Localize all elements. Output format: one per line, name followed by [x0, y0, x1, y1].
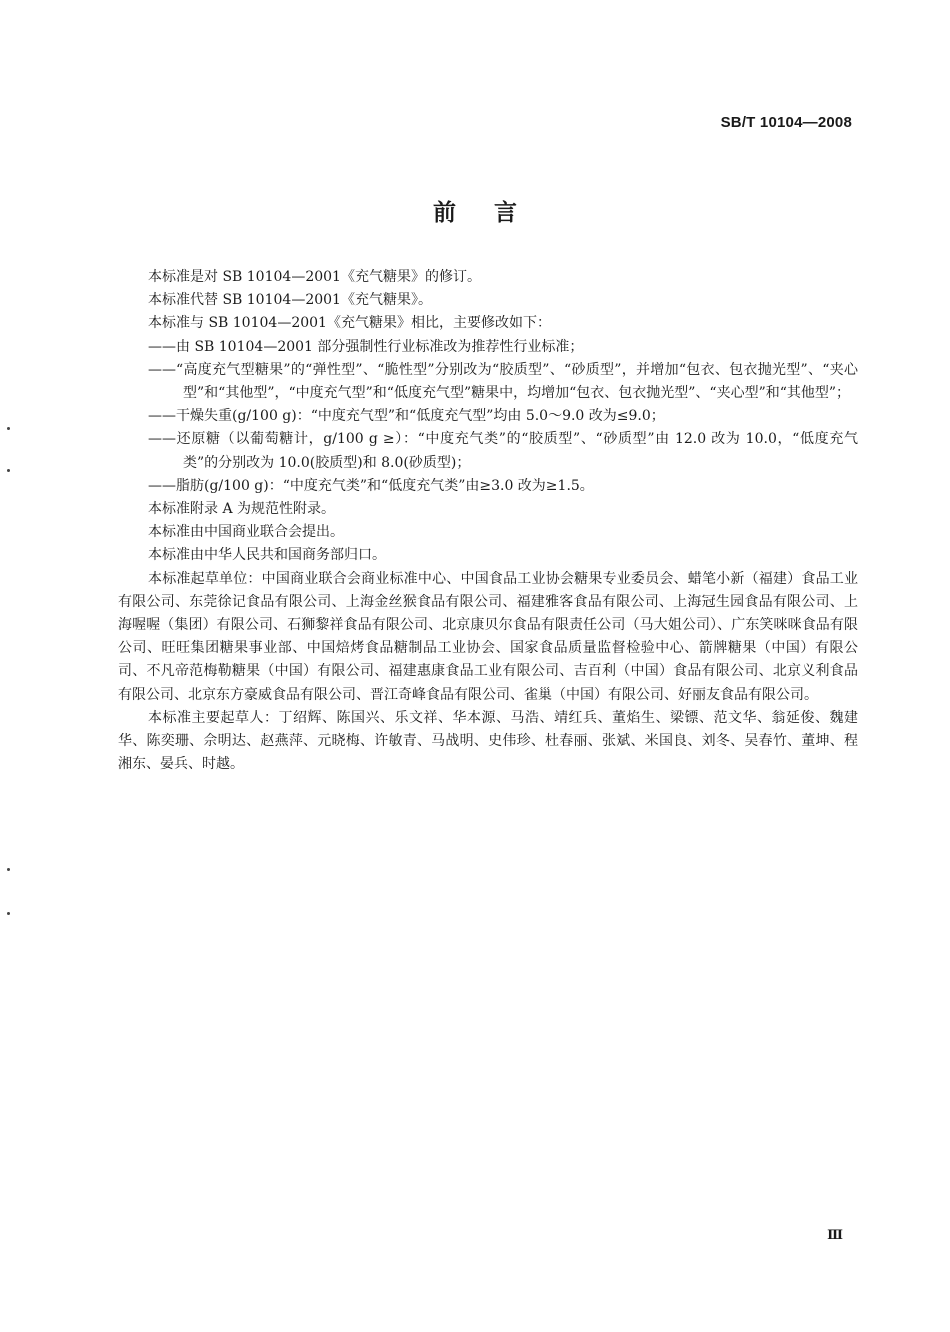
- scan-speck: [7, 469, 10, 472]
- change-item: ——脂肪(g/100 g)：“中度充气类”和“低度充气类”由≥3.0 改为≥1.5。: [148, 477, 594, 494]
- paragraph-drafting-units: 本标准起草单位：中国商业联合会商业标准中心、中国食品工业协会糖果专业委员会、蜡笔小新（福建）食品工业有限公司、东莞徐记食品有限公司、上海金丝猴食品有限公司、福建雅客食品有限公司、上海冠生园食品有限公司、上海喔喔（集团）有限公司、石狮黎祥食品有限公司、北京康贝尔食品有限责任公司（马大姐公司）、广东笑咪咪食品有限公司、旺旺集团糖果事业部、中国焙烤食品糖制品工业协会、国家食品质量监督检验中心、箭牌糖果（中国）有限公司、不凡帝范梅勒糖果（中国）有限公司、福建惠康食品工业有限公司、吉百利（中国）食品有限公司、北京义利食品有限公司、北京东方豪威食品有限公司、晋江奇峰食品有限公司、雀巢（中国）有限公司、好丽友食品有限公司。: [118, 570, 858, 703]
- paragraph-administered-by: 本标准由中华人民共和国商务部归口。: [148, 547, 386, 564]
- paragraph-proposed-by: 本标准由中国商业联合会提出。: [148, 524, 344, 541]
- paragraph-changes-intro: 本标准与 SB 10104—2001《充气糖果》相比，主要修改如下：: [148, 315, 551, 332]
- change-item: ——“高度充气型糖果”的“弹性型”、“脆性型”分别改为“胶质型”、“砂质型”，并增加“包衣、包衣抛光型”、“夹心型”和“其他型”，“中度充气型”和“低度充气型”糖果中，均增加“包衣、包衣抛光型”、“夹心型”和“其他型”；: [148, 361, 858, 402]
- change-item: ——还原糖（以葡萄糖计，g/100 g ≥）：“中度充气类”的“胶质型”、“砂质型”由 12.0 改为 10.0，“低度充气类”的分别改为 10.0(胶质型)和 8.0(砂质型)；: [148, 431, 858, 471]
- page-number: Ⅲ: [827, 1228, 843, 1243]
- paragraph-revision: 本标准是对 SB 10104—2001《充气糖果》的修订。: [148, 269, 481, 285]
- paragraph-replaces: 本标准代替 SB 10104—2001《充气糖果》。: [148, 292, 432, 309]
- foreword-body: [118, 266, 858, 776]
- scan-speck: [7, 912, 10, 915]
- page-title: 前言: [433, 200, 555, 226]
- paragraph-annex: 本标准附录 A 为规范性附录。: [148, 501, 336, 518]
- scan-speck: [7, 427, 10, 430]
- change-item: ——干燥失重(g/100 g)：“中度充气型”和“低度充气型”均由 5.0～9.0 改为≤9.0；: [148, 408, 665, 425]
- change-item: ——由 SB 10104—2001 部分强制性行业标准改为推荐性行业标准；: [148, 338, 584, 355]
- scan-speck: [7, 868, 10, 871]
- document-number: SB/T 10104—2008: [720, 114, 852, 131]
- paragraph-drafters: 本标准主要起草人：丁绍辉、陈国兴、乐文祥、华本源、马浩、靖红兵、董焰生、梁镖、范文华、翁延俊、魏建华、陈奕珊、佘明达、赵燕萍、元晓梅、许敏青、马战明、史伟珍、杜春丽、张斌、米国良、刘冬、吴春竹、董坤、程湘东、晏兵、时越。: [118, 709, 858, 773]
